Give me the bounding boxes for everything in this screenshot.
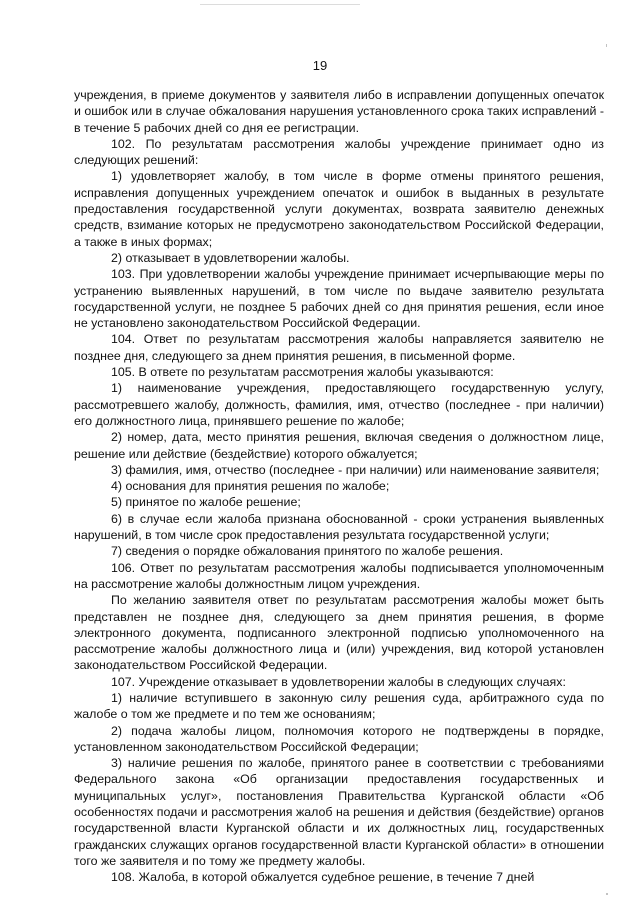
- paragraph: 1) наличие вступившего в законную силу решения суда, арбитражного суда по жалобе о том же предмете и по тем же основаниям;: [74, 690, 604, 722]
- paragraph: 7) сведения о порядке обжалования принятого по жалобе решения.: [111, 544, 504, 559]
- paragraph: 3) наличие решения по жалобе, принятого ранее в соответствии с требованиями Федерального закона «Об организации предоставления государственных и муниципальных услуг», постановления Правительства Курганской области «Об особенностях подачи и рассмотрения жалоб на решения и действия (бездействие) органов государственной власти Курганской области и их должностных лиц, государственных гражданских служащих органов государственной власти Курганской области» в отношении того же заявителя и по тому же предмету жалобы.: [74, 756, 604, 868]
- paragraph: 107. Учреждение отказывает в удовлетворении жалобы в следующих случаях:: [111, 674, 566, 689]
- paragraph: 5) принятое по жалобе решение;: [111, 495, 301, 510]
- scan-mark-bottom: [606, 893, 608, 895]
- document-body: [74, 87, 604, 886]
- paragraph: 103. При удовлетворении жалобы учреждение принимает исчерпывающие меры по устранению выявленных нарушений, в том числе по выдаче заявителю результата государственной услуги, не позднее 5 рабочих дней со дня принятия решения, если иное не установлено законодательством Российской Федерации.: [74, 267, 604, 331]
- paragraph: 2) отказывает в удовлетворении жалобы.: [111, 250, 350, 265]
- paragraph: 6) в случае если жалоба признана обоснованной - сроки устранения выявленных нарушений, в том числе срок предоставления результата государственной услуги;: [74, 511, 604, 543]
- paragraph: 102. По результатам рассмотрения жалобы учреждение принимает одно из следующих решений:: [74, 136, 604, 168]
- paragraph: 1) удовлетворяет жалобу, в том числе в форме отмены принятого решения, исправления допущенных учреждением опечаток и ошибок в выданных в результате предоставления государственной услуги документах, возврата заявителю денежных средств, взимание которых не предусмотрено законодательством Российской Федерации, а также в иных формах;: [74, 169, 604, 249]
- paragraph: 4) основания для принятия решения по жалобе;: [111, 479, 390, 494]
- paragraph: 2) подача жалобы лицом, полномочия которого не подтверждены в порядке, установленном законодательством Российской Федерации;: [74, 723, 604, 754]
- paragraph: 104. Ответ по результатам рассмотрения жалобы направляется заявителю не позднее дня, следующего за днем принятия решения, в письменной форме.: [74, 332, 604, 363]
- paragraph: 105. В ответе по результатам рассмотрения жалобы указываются:: [111, 365, 494, 380]
- scan-mark-top: [200, 4, 360, 5]
- paragraph: 108. Жалоба, в которой обжалуется судебное решение, в течение 7 дней: [111, 870, 535, 885]
- paragraph: 1) наименование учреждения, предоставляющего государственную услугу, рассмотревшего жалобу, должность, фамилия, имя, отчество (последнее - при наличии) его должностного лица, принявшего решение по жалобе;: [74, 381, 604, 428]
- paragraph: 106. Ответ по результатам рассмотрения жалобы подписывается уполномоченным на рассмотрение жалобы должностным лицом учреждения.: [74, 560, 604, 591]
- page-number: 19: [312, 58, 328, 73]
- scan-mark-right: [606, 44, 607, 47]
- paragraph: 3) фамилия, имя, отчество (последнее - при наличии) или наименование заявителя;: [111, 462, 600, 477]
- paragraph: По желанию заявителя ответ по результатам рассмотрения жалобы может быть представлен не позднее дня, следующего за днем принятия решения, в форме электронного документа, подписанного электронной подписью уполномоченного на рассмотрение жалобы должностного лица и (или) учреждения, вид которой установлен законодательством Российской Федерации.: [74, 593, 604, 673]
- paragraph: учреждения, в приеме документов у заявителя либо в исправлении допущенных опечаток и ошибок или в случае обжалования нарушения установленного срока таких исправлений - в течение 5 рабочих дней со дня ее регистрации.: [74, 88, 604, 135]
- paragraph: 2) номер, дата, место принятия решения, включая сведения о должностном лице, решение или действие (бездействие) которого обжалуется;: [74, 430, 604, 461]
